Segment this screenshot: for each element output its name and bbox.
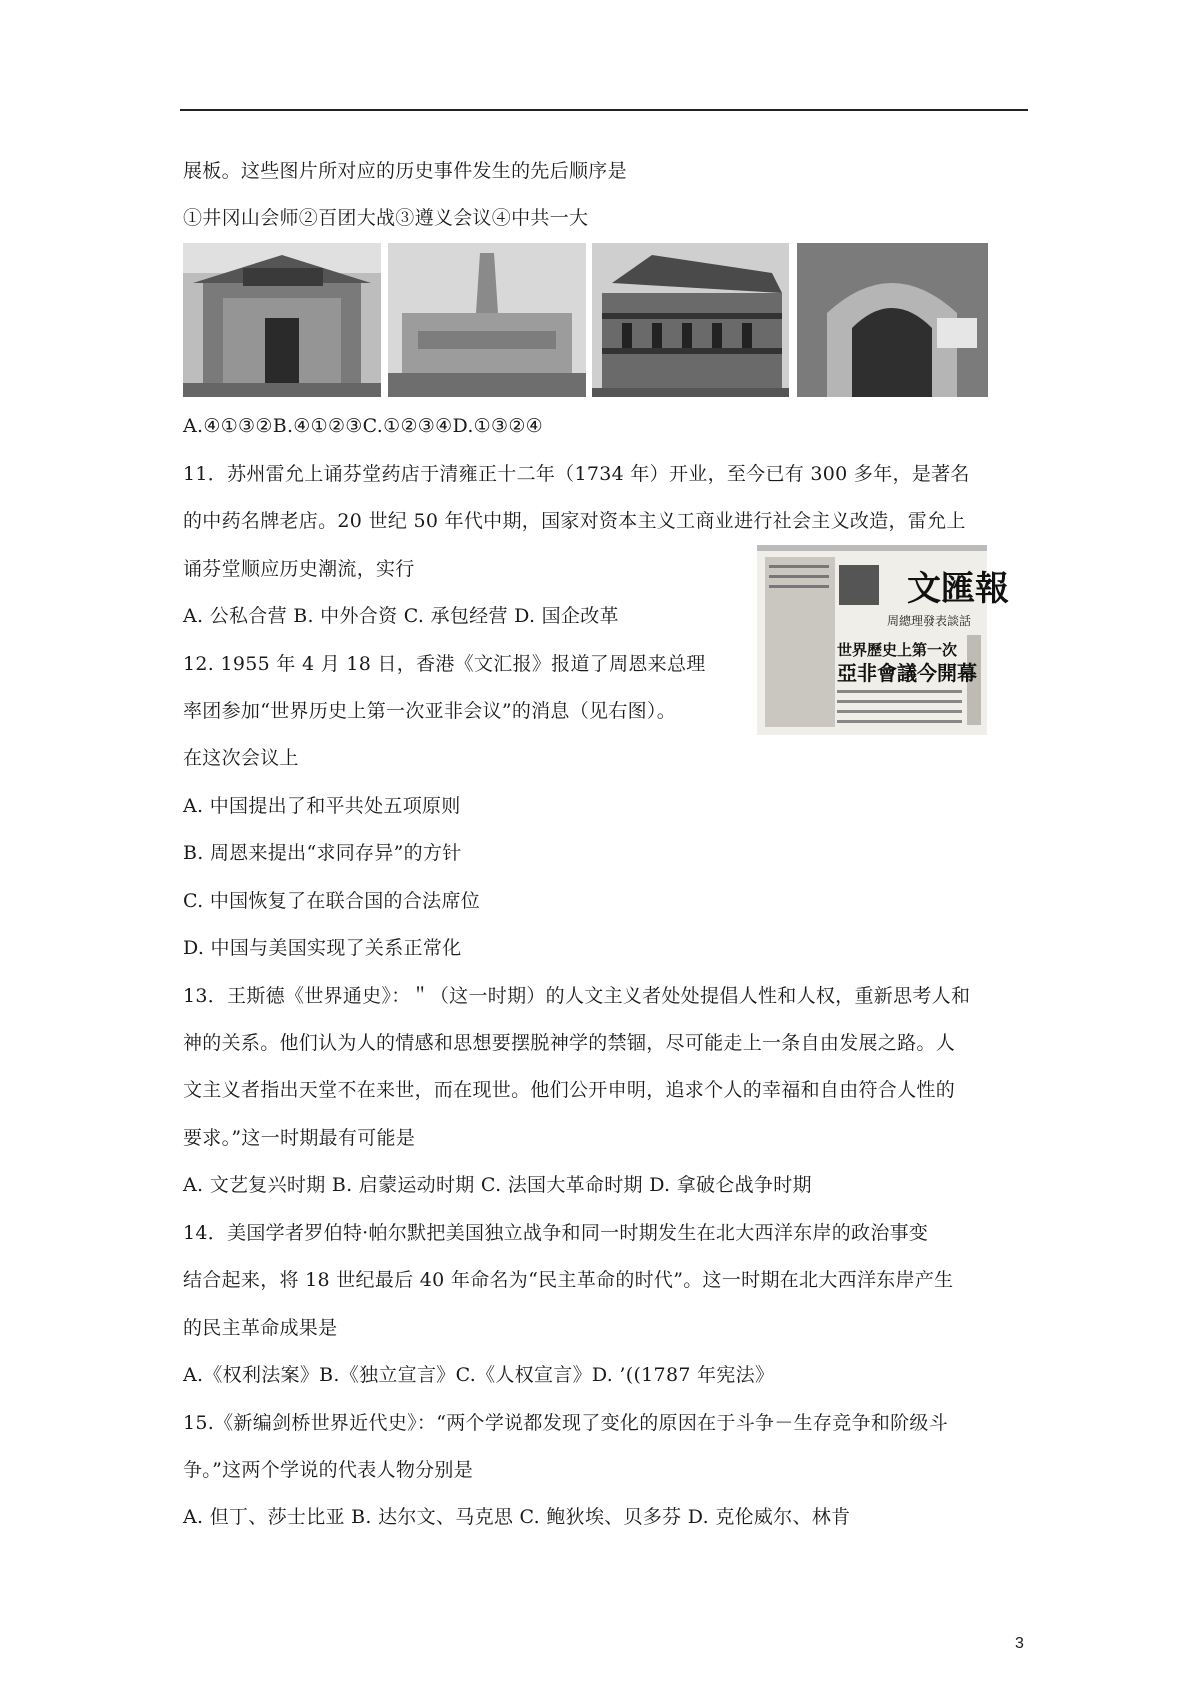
text-line: 展板。这些图片所对应的历史事件发生的先后顺序是 xyxy=(183,160,627,182)
text-line: A.《权利法案》B.《独立宣言》C.《人权宣言》D. ’((1787 年宪法》 xyxy=(183,1364,775,1386)
page-number: 3 xyxy=(1015,1635,1024,1652)
text-line: 率团参加“世界历史上第一次亚非会议”的消息（见右图）。 xyxy=(183,700,677,722)
photo-arched-doorway xyxy=(797,243,988,397)
text-line: A.④①③②B.④①②③C.①②③④D.①③②④ xyxy=(183,415,543,437)
text-line: A. 但丁、莎士比亚 B. 达尔文、马克思 C. 鲍狄埃、贝多芬 D. 克伦威尔、林肯 xyxy=(183,1506,851,1528)
header-rule xyxy=(180,109,1028,111)
text-line: 诵芬堂顺应历史潮流，实行 xyxy=(183,558,415,580)
newspaper-subhead: 周總理發表談話 xyxy=(887,614,972,628)
photo-monument xyxy=(388,243,586,397)
text-line: 的民主革命成果是 xyxy=(183,1317,338,1339)
text-line: A. 中国提出了和平共处五项原则 xyxy=(183,795,461,817)
text-line: 14．美国学者罗伯特·帕尔默把美国独立战争和同一时期发生在北大西洋东岸的政治事变 xyxy=(183,1222,929,1244)
text-line: C. 中国恢复了在联合国的合法席位 xyxy=(183,890,481,912)
newspaper-headline-1: 世界歷史上第一次 xyxy=(837,641,958,659)
text-line: A. 文艺复兴时期 B. 启蒙运动时期 C. 法国大革命时期 D. 拿破仑战争时期 xyxy=(183,1174,812,1196)
newspaper-headline-2: 亞非會議今開幕 xyxy=(837,661,977,685)
text-line: 11．苏州雷允上诵芬堂药店于清雍正十二年（1734 年）开业，至今已有 300 多年，是著名 xyxy=(183,463,970,485)
text-line: 争。”这两个学说的代表人物分别是 xyxy=(183,1459,474,1481)
text-line: 12. 1955 年 4 月 18 日，香港《文汇报》报道了周恩来总理 xyxy=(183,653,706,675)
text-line: 文主义者指出天堂不在来世，而在现世。他们公开申明，追求个人的幸福和自由符合人性的 xyxy=(183,1079,956,1101)
newspaper-clipping xyxy=(757,545,1009,735)
text-line: 神的关系。他们认为人的情感和思想要摆脱神学的禁锢，尽可能走上一条自由发展之路。人 xyxy=(183,1032,956,1054)
newspaper-masthead: 文匯報 xyxy=(907,569,1009,609)
text-line: 在这次会议上 xyxy=(183,747,299,769)
text-line: ①井冈山会师②百团大战③遵义会议④中共一大 xyxy=(183,207,589,229)
text-line: 的中药名牌老店。20 世纪 50 年代中期，国家对资本主义工商业进行社会主义改造，雷允上 xyxy=(183,510,966,532)
text-line: 结合起来，将 18 世纪最后 40 年命名为“民主革命的时代”。这一时期在北大西洋东岸产生 xyxy=(183,1269,954,1291)
text-line: 13．王斯德《世界通史》：＂（这一时期）的人文主义者处处提倡人性和人权，重新思考人和 xyxy=(183,985,971,1007)
photo-two-storey-building xyxy=(592,243,789,397)
text-line: A. 公私合营 B. 中外合资 C. 承包经营 D. 国企改革 xyxy=(183,605,619,627)
text-line: 15.《新编剑桥世界近代史》：“两个学说都发现了变化的原因在于斗争－生存竞争和阶级斗 xyxy=(183,1412,949,1434)
photo-ancestral-hall xyxy=(183,243,381,397)
text-line: D. 中国与美国实现了关系正常化 xyxy=(183,937,462,959)
text-line: 要求。”这一时期最有可能是 xyxy=(183,1127,416,1149)
text-line: B. 周恩来提出“求同存异”的方针 xyxy=(183,842,462,864)
